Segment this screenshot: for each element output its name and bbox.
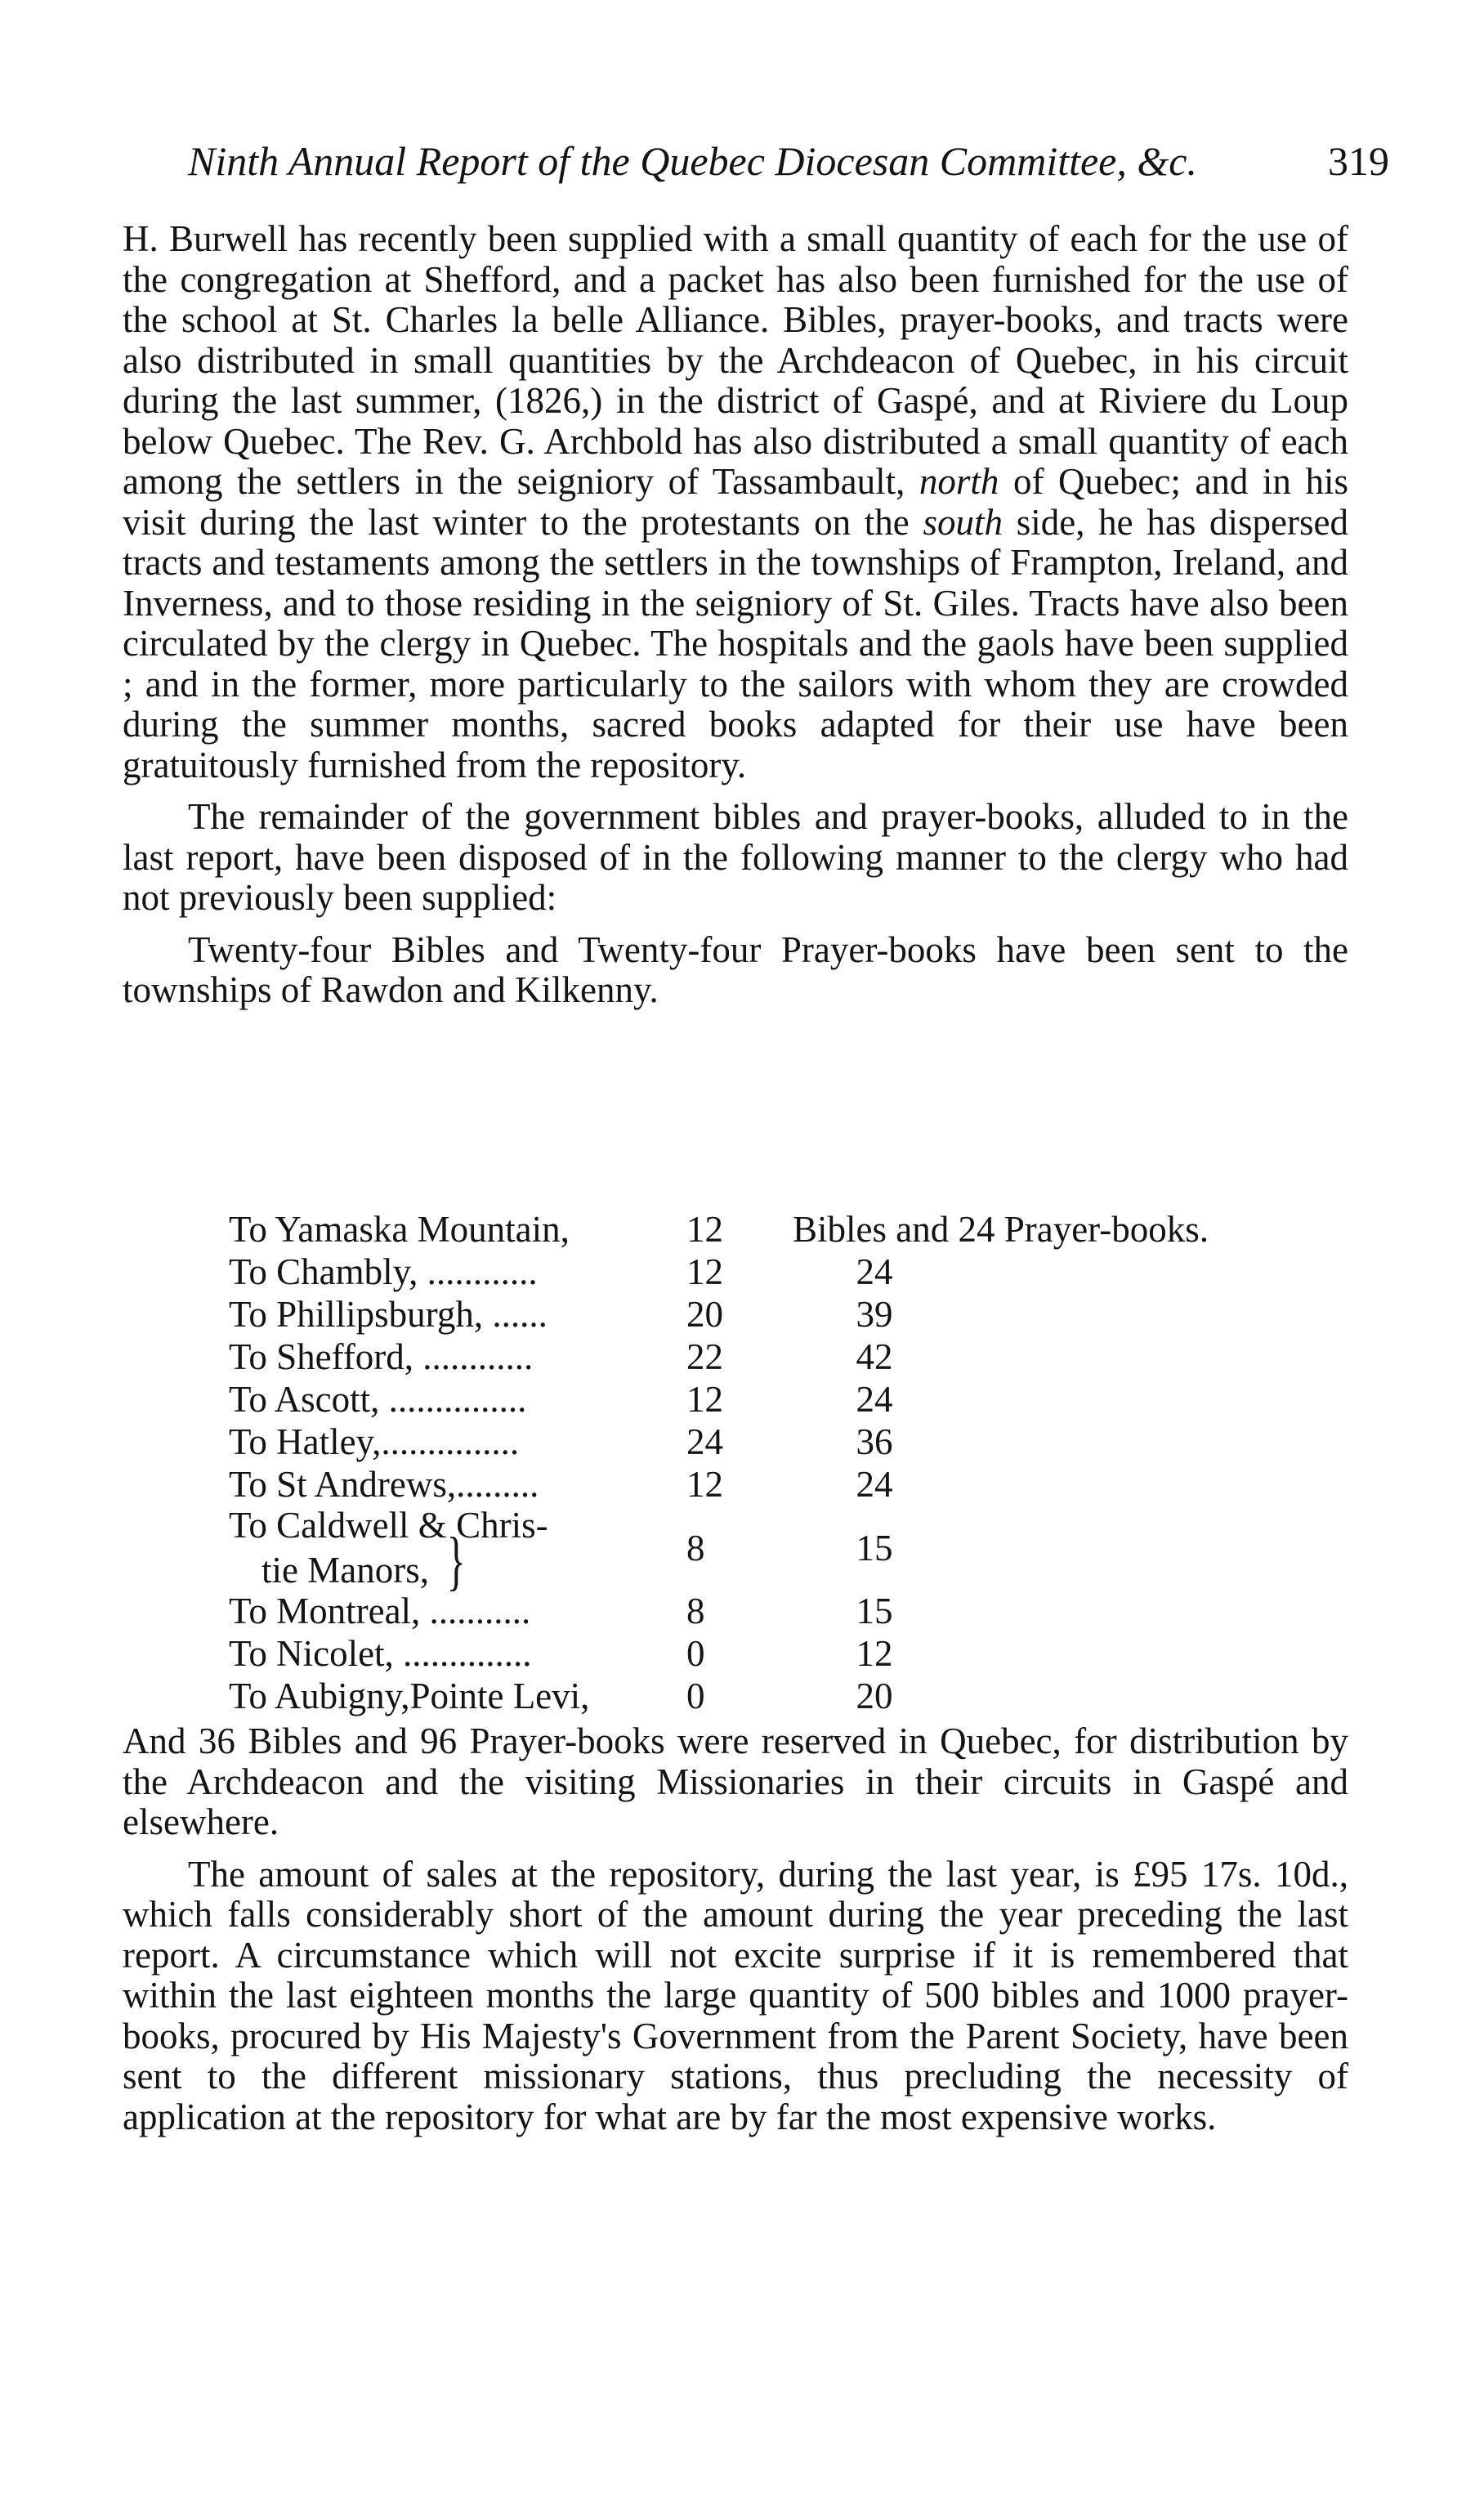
paragraph-remainder: The remainder of the government bibles and prayer-books, alluded to in the last report, have been disposed of in the following manner to the clergy who had not previously been supplied: — [123, 796, 1348, 918]
place-line-1: To Caldwell & Chris- — [229, 1505, 548, 1546]
place-name: To Nicolet, .............. — [229, 1633, 532, 1674]
place-name: To Chambly, ............ — [229, 1251, 538, 1292]
paragraph-text: of Quebec; and in his visit during the last winter to the protestants on the — [123, 461, 1348, 543]
bibles-count: 12 — [686, 1209, 723, 1250]
table-row — [229, 1421, 1307, 1463]
table-row — [229, 1251, 1307, 1293]
prayer-books-count: 15 — [856, 1527, 893, 1568]
paragraph-reserved: And 36 Bibles and 96 Prayer-books were reserved in Quebec, for distribution by the Archdeacon and the visiting Missionaries in their circuits in Gaspé and elsewhere. — [123, 1721, 1348, 1842]
row-note: Bibles and 24 Prayer-books. — [793, 1209, 1209, 1250]
table-row — [229, 1208, 1307, 1251]
table-row — [229, 1463, 1307, 1506]
prayer-books-count: 20 — [856, 1676, 893, 1716]
italic-south: south — [923, 501, 1003, 543]
prayer-books-count: 24 — [856, 1251, 893, 1292]
table-row — [229, 1632, 1307, 1675]
body-text-bottom — [123, 1721, 1348, 2137]
bibles-count: 12 — [686, 1251, 723, 1292]
prayer-books-count: 24 — [856, 1379, 893, 1420]
running-header — [188, 137, 1389, 185]
running-title: Ninth Annual Report of the Quebec Diocesan Committee, &c. — [188, 138, 1197, 184]
table-row — [229, 1590, 1307, 1632]
body-text-top — [123, 219, 1348, 1011]
italic-north: north — [919, 461, 999, 502]
bibles-count: 24 — [686, 1421, 723, 1462]
place-name: To Ascott, ............... — [229, 1379, 527, 1420]
table-row — [229, 1336, 1307, 1378]
place-name: To Shefford, ............ — [229, 1336, 534, 1377]
bibles-count: 8 — [686, 1591, 705, 1631]
table-row — [229, 1378, 1307, 1421]
bibles-count: 22 — [686, 1336, 723, 1377]
place-name: To Aubigny,Pointe Levi, — [229, 1676, 590, 1716]
place-name: To St Andrews,......... — [229, 1464, 539, 1505]
bibles-count: 8 — [686, 1527, 705, 1568]
paragraph-sales: The amount of sales at the repository, during the last year, is £95 17s. 10d., which falls considerably short of the amount during the year preceding the last report. A circumstance which will not excite surprise if it is remembered that within the last eighteen months the large quantity of 500 bibles and 1000 prayer-books, procured by His Majesty's Government from the Parent Society, have been sent to the different missionary stations, thus precluding the necessity of application at the repository for what are by far the most expensive works. — [123, 1853, 1348, 2137]
paragraph-distribution-summary — [123, 219, 1348, 785]
brace-icon: } — [446, 1525, 466, 1597]
prayer-books-count: 24 — [856, 1464, 893, 1505]
paragraph-rawdon-kilkenny: Twenty-four Bibles and Twenty-four Prayer-books have been sent to the townships of Rawdon and Kilkenny. — [123, 929, 1348, 1010]
prayer-books-count: 39 — [856, 1294, 893, 1335]
prayer-books-count: 42 — [856, 1336, 893, 1377]
bibles-count: 0 — [686, 1676, 705, 1716]
bibles-count: 12 — [686, 1379, 723, 1420]
place-name: To Hatley,............... — [229, 1421, 520, 1462]
bibles-count: 12 — [686, 1464, 723, 1505]
place-name: To Montreal, ........... — [229, 1591, 531, 1631]
distribution-table — [229, 1208, 1307, 1717]
place-name: To Phillipsburgh, ...... — [229, 1294, 548, 1335]
table-row — [229, 1506, 1307, 1590]
place-line-2: tie Manors, — [261, 1550, 429, 1591]
table-row — [229, 1675, 1307, 1717]
page-number: 319 — [1328, 138, 1389, 184]
prayer-books-count: 36 — [856, 1421, 893, 1462]
paragraph-text: H. Burwell has recently been supplied with a small quantity of each for the use of the congregation at Shefford, and a packet has also been furnished for the use of the school at St. Charles la belle Alliance. Bibles, prayer-books, and tracts were also distributed in small quantities by the Archdeacon of Quebec, in his circuit during the last summer, (1826,) in the district of Gaspé, and at Riviere du Loup below Quebec. The Rev. G. Archbold has also distributed a small quantity of each among the settlers in the seigniory of Tassambault, — [123, 218, 1348, 502]
place-name-two-line — [229, 1505, 686, 1597]
prayer-books-count: 12 — [856, 1633, 893, 1674]
bibles-count: 20 — [686, 1294, 723, 1335]
place-name: To Yamaska Mountain, — [229, 1209, 570, 1250]
table-row — [229, 1293, 1307, 1336]
paragraph-text: side, he has dispersed tracts and testaments among the settlers in the townships of Frampton, Ireland, and Inverness, and to those residing in the seigniory of St. Giles. Tracts have also been circulated by the clergy in Quebec. The hospitals and the gaols have been supplied ; and in the former, more particularly to the sailors with whom they are crowded during the summer months, sacred books adapted for their use have been gratuitously furnished from the repository. — [123, 501, 1349, 785]
prayer-books-count: 15 — [856, 1591, 893, 1631]
bibles-count: 0 — [686, 1633, 705, 1674]
